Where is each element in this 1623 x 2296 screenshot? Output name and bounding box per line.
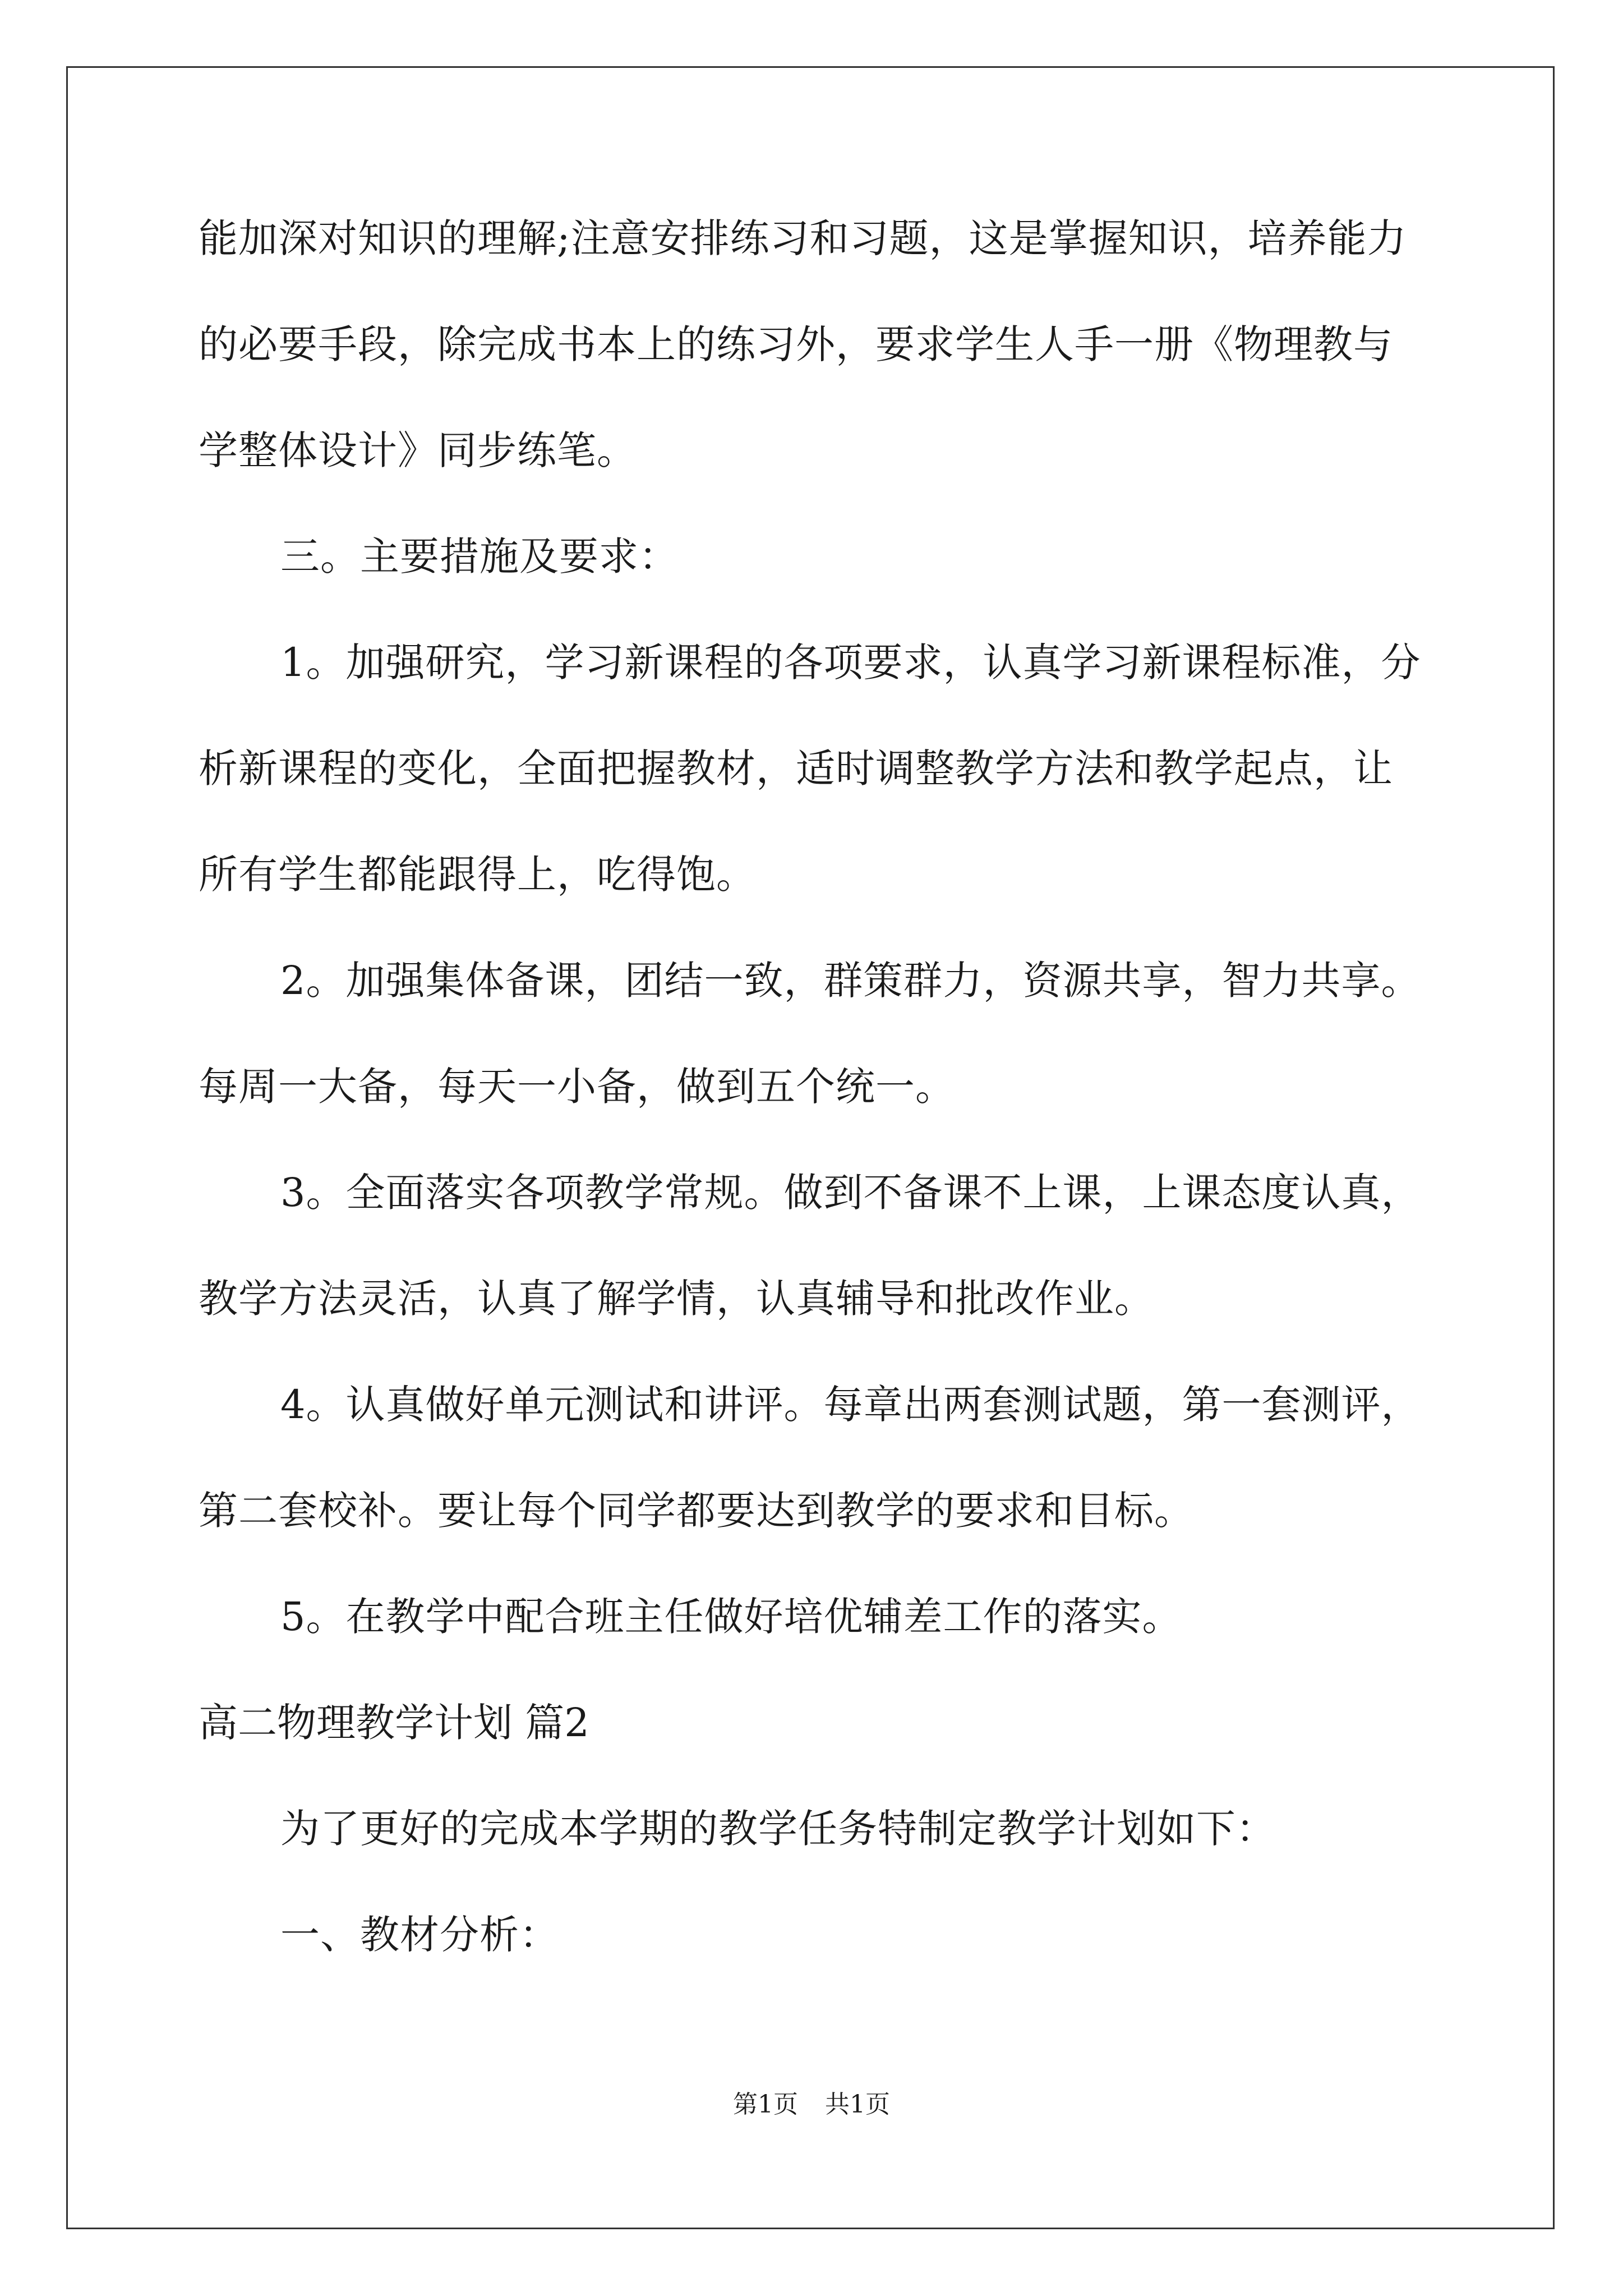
list-item-3: 3。全面落实各项教学常规。做到不备课不上课，上课态度认真， xyxy=(280,1170,1421,1216)
paragraph-line: 能加深对知识的理解;注意安排练习和习题，这是掌握知识，培养能力 xyxy=(199,215,1407,261)
list-item-2: 2。加强集体备课，团结一致，群策群力，资源共享，智力共享。 xyxy=(280,958,1421,1004)
section-heading: 一、教材分析： xyxy=(280,1912,559,1958)
paragraph-line: 所有学生都能跟得上，吃得饱。 xyxy=(199,852,756,898)
section-heading: 三。主要措施及要求： xyxy=(280,533,679,579)
list-item-1: 1。加强研究，学习新课程的各项要求，认真学习新课程标准，分 xyxy=(280,639,1421,685)
page-footer xyxy=(0,2088,1623,2122)
intro-paragraph: 为了更好的完成本学期的教学任务特制定教学计划如下： xyxy=(280,1806,1276,1852)
paragraph-line: 学整体设计》同步练笔。 xyxy=(199,427,637,473)
document-title: 高二物理教学计划 篇2 xyxy=(199,1700,589,1746)
list-item-4: 4。认真做好单元测试和讲评。每章出两套测试题，第一套测评， xyxy=(280,1382,1421,1428)
paragraph-line: 析新课程的变化，全面把握教材，适时调整教学方法和教学起点，让 xyxy=(199,746,1393,792)
paragraph-line: 的必要手段，除完成书本上的练习外，要求学生人手一册《物理教与 xyxy=(199,321,1393,367)
paragraph-line: 第二套校补。要让每个同学都要达到教学的要求和目标。 xyxy=(199,1488,1194,1534)
page-number: 第1页 xyxy=(733,2090,798,2119)
document-body xyxy=(199,212,1455,2014)
paragraph-line: 每周一大备，每天一小备，做到五个统一。 xyxy=(199,1064,955,1110)
list-item-5: 5。在教学中配合班主任做好培优辅差工作的落实。 xyxy=(280,1594,1182,1640)
paragraph-line: 教学方法灵活，认真了解学情，认真辅导和批改作业。 xyxy=(199,1276,1154,1322)
page-total: 共1页 xyxy=(825,2090,890,2119)
